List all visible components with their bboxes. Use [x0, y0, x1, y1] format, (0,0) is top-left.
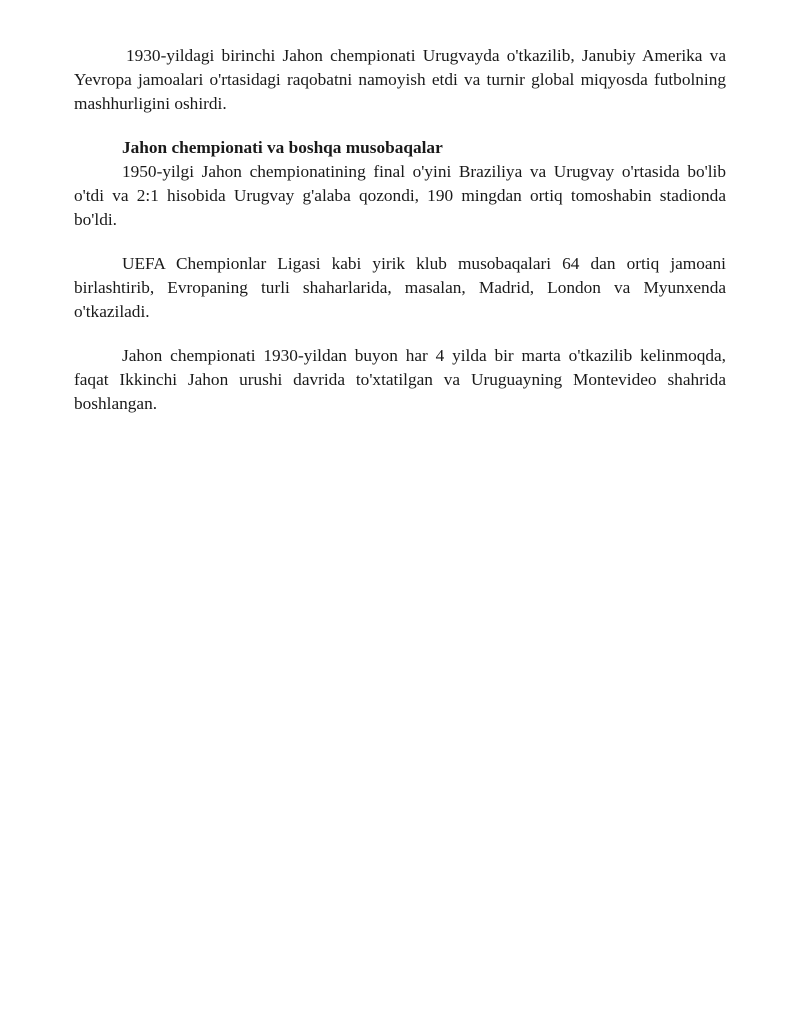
paragraph-world-cup-1930: 1930-yildagi birinchi Jahon chempionati Urugvayda o'tkazilib, Janubiy Amerika va Yevropa jamoalari o'rtasidagi raqobatni namoyish etdi va turnir global miqyosda futbolning mashhurligini oshirdi.	[74, 46, 726, 113]
paragraph-final-1950: 1950-yilgi Jahon chempionatining final o'yini Braziliya va Urugvay o'rtasida bo'lib o'tdi va 2:1 hisobida Urugvay g'alaba qozondi, 190 mingdan ortiq tomoshabin stadionda bo'ldi.	[74, 162, 726, 229]
document-page	[74, 44, 726, 416]
section-heading: Jahon chempionati va boshqa musobaqalar	[122, 138, 443, 157]
paragraph-world-cup-history: Jahon chempionati 1930-yildan buyon har 4 yilda bir marta o'tkazilib kelinmoqda, faqat Ikkinchi Jahon urushi davrida to'xtatilgan va Uruguayning Montevideo shahrida boshlangan.	[74, 346, 726, 413]
paragraph-champions-league: UEFA Chempionlar Ligasi kabi yirik klub musobaqalari 64 dan ortiq jamoani birlashtirib, Evropaning turli shaharlarida, masalan, Madrid, London va Myunxenda o'tkaziladi.	[74, 254, 726, 321]
